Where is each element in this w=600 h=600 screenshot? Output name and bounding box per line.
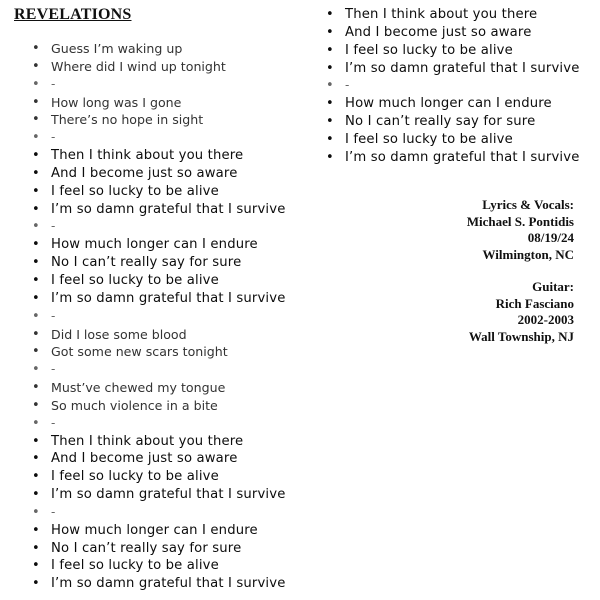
lyric-line: • I’m so damn grateful that I survive: [32, 575, 322, 593]
lyrics-credit-date: 08/19/24: [527, 230, 574, 245]
lyric-separator: • -: [32, 308, 322, 326]
lyric-line: • I feel so lucky to be alive: [32, 557, 322, 575]
lyric-line: • I feel so lucky to be alive: [326, 42, 596, 60]
song-title: REVELATIONS: [14, 6, 132, 23]
lyric-line: • I’m so damn grateful that I survive: [32, 290, 322, 308]
lyric-line: • I’m so damn grateful that I survive: [326, 60, 596, 78]
lyric-line: • How much longer can I endure: [32, 236, 322, 254]
lyrics-credit-name: Michael S. Pontidis: [466, 213, 574, 229]
lyric-line: • I’m so damn grateful that I survive: [326, 149, 596, 167]
lyrics-column-left: [32, 40, 322, 593]
guitar-credit-name: Rich Fasciano: [495, 295, 574, 311]
lyric-line: • And I become just so aware: [32, 450, 322, 468]
lyric-line: • Guess I’m waking up: [32, 40, 322, 58]
lyric-line: • No I can’t really say for sure: [32, 540, 322, 558]
lyric-line: • No I can’t really say for sure: [326, 113, 596, 131]
lyrics-credit-location: Wilmington, NC: [482, 246, 574, 262]
credits-block: [467, 197, 574, 345]
credits-spacer: [467, 263, 574, 279]
lyric-line: • So much violence in a bite: [32, 397, 322, 415]
lyric-line: • I feel so lucky to be alive: [326, 131, 596, 149]
lyric-separator: • -: [32, 361, 322, 379]
lyrics-credit-heading: Lyrics & Vocals:: [482, 197, 574, 212]
lyric-line: • Got some new scars tonight: [32, 343, 322, 361]
lyric-line: • Where did I wind up tonight: [32, 58, 322, 76]
lyric-line: • How much longer can I endure: [32, 522, 322, 540]
lyric-line: • And I become just so aware: [32, 165, 322, 183]
lyric-line: • Must’ve chewed my tongue: [32, 379, 322, 397]
lyric-separator: • -: [32, 76, 322, 94]
lyrics-list-left: [32, 40, 322, 593]
lyric-line: • No I can’t really say for sure: [32, 254, 322, 272]
lyrics-list-right: [326, 6, 596, 167]
guitar-credit-years: 2002-2003: [517, 312, 574, 327]
lyric-line: • Then I think about you there: [326, 6, 596, 24]
guitar-credit-heading: Guitar:: [532, 279, 574, 294]
lyric-line: • How much longer can I endure: [326, 95, 596, 113]
lyric-line: • I’m so damn grateful that I survive: [32, 201, 322, 219]
lyric-line: • And I become just so aware: [326, 24, 596, 42]
lyric-line: • Then I think about you there: [32, 433, 322, 451]
lyric-line: • I feel so lucky to be alive: [32, 183, 322, 201]
lyric-line: • I feel so lucky to be alive: [32, 272, 322, 290]
lyric-line: • How long was I gone: [32, 94, 322, 112]
lyric-separator: • -: [32, 415, 322, 433]
lyric-separator: • -: [32, 504, 322, 522]
lyric-line: • I’m so damn grateful that I survive: [32, 486, 322, 504]
guitar-credit-location: Wall Township, NJ: [468, 328, 574, 344]
lyrics-column-right: [326, 6, 596, 167]
lyric-separator: • -: [32, 218, 322, 236]
lyric-line: • I feel so lucky to be alive: [32, 468, 322, 486]
lyric-line: • Did I lose some blood: [32, 326, 322, 344]
lyric-line: • Then I think about you there: [32, 147, 322, 165]
lyric-separator: • -: [32, 129, 322, 147]
lyric-separator: • -: [326, 77, 596, 95]
lyric-line: • There’s no hope in sight: [32, 111, 322, 129]
